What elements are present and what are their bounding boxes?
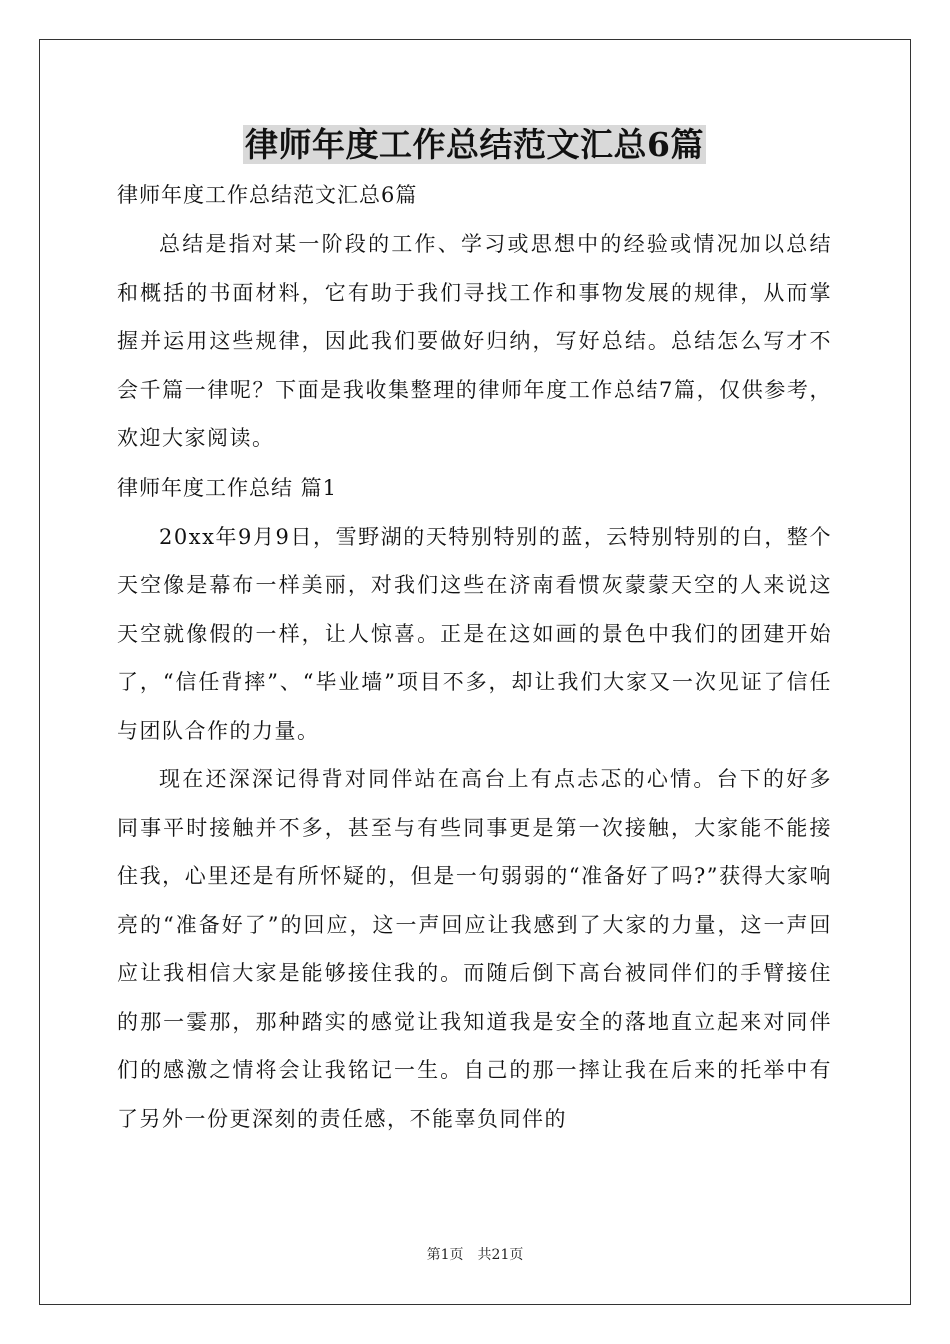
document-subtitle: 律师年度工作总结范文汇总6篇 — [117, 183, 418, 207]
body-paragraph-2: 现在还深深记得背对同伴站在高台上有点忐忑的心情。台下的好多同事平时接触并不多，甚至与有些同事更是第一次接触，大家能不能接住我，心里还是有所怀疑的，但是一句弱弱的“准备好了吗?”获得大家响亮的“准备好了”的回应，这一声回应让我感到了大家的力量，这一声回应让我相信大家是能够接住我的。而随后倒下高台被同伴们的手臂接住的那一霎那，那种踏实的感觉让我知道我是安全的落地直立起来对同伴们的感激之情将会让我铭记一生。自己的那一摔让我在后来的托举中有了另外一份更深刻的责任感，不能辜负同伴的 — [117, 767, 832, 1131]
page-footer: 第1页 共21页 — [426, 1247, 524, 1263]
document-title — [117, 120, 832, 170]
body-paragraph-1: 20xx年9月9日，雪野湖的天特别特别的蓝，云特别特别的白，整个天空像是幕布一样美丽，对我们这些在济南看惯灰蒙蒙天空的人来说这天空就像假的一样，让人惊喜。正是在这如画的景色中我们的团建开始了，“信任背摔”、“毕业墙”项目不多，却让我们大家又一次见证了信任与团队合作的力量。 — [117, 524, 832, 743]
document-title-text: 律师年度工作总结范文汇总6篇 — [245, 125, 704, 164]
intro-paragraph: 总结是指对某一阶段的工作、学习或思想中的经验或情况加以总结和概括的书面材料，它有助于我们寻找工作和事物发展的规律，从而掌握并运用这些规律，因此我们要做好归纳，写好总结。总结怎么写才不会千篇一律呢？下面是我收集整理的律师年度工作总结7篇，仅供参考，欢迎大家阅读。 — [117, 232, 832, 450]
section-heading: 律师年度工作总结 篇1 — [117, 475, 338, 500]
document-body — [117, 120, 832, 1143]
